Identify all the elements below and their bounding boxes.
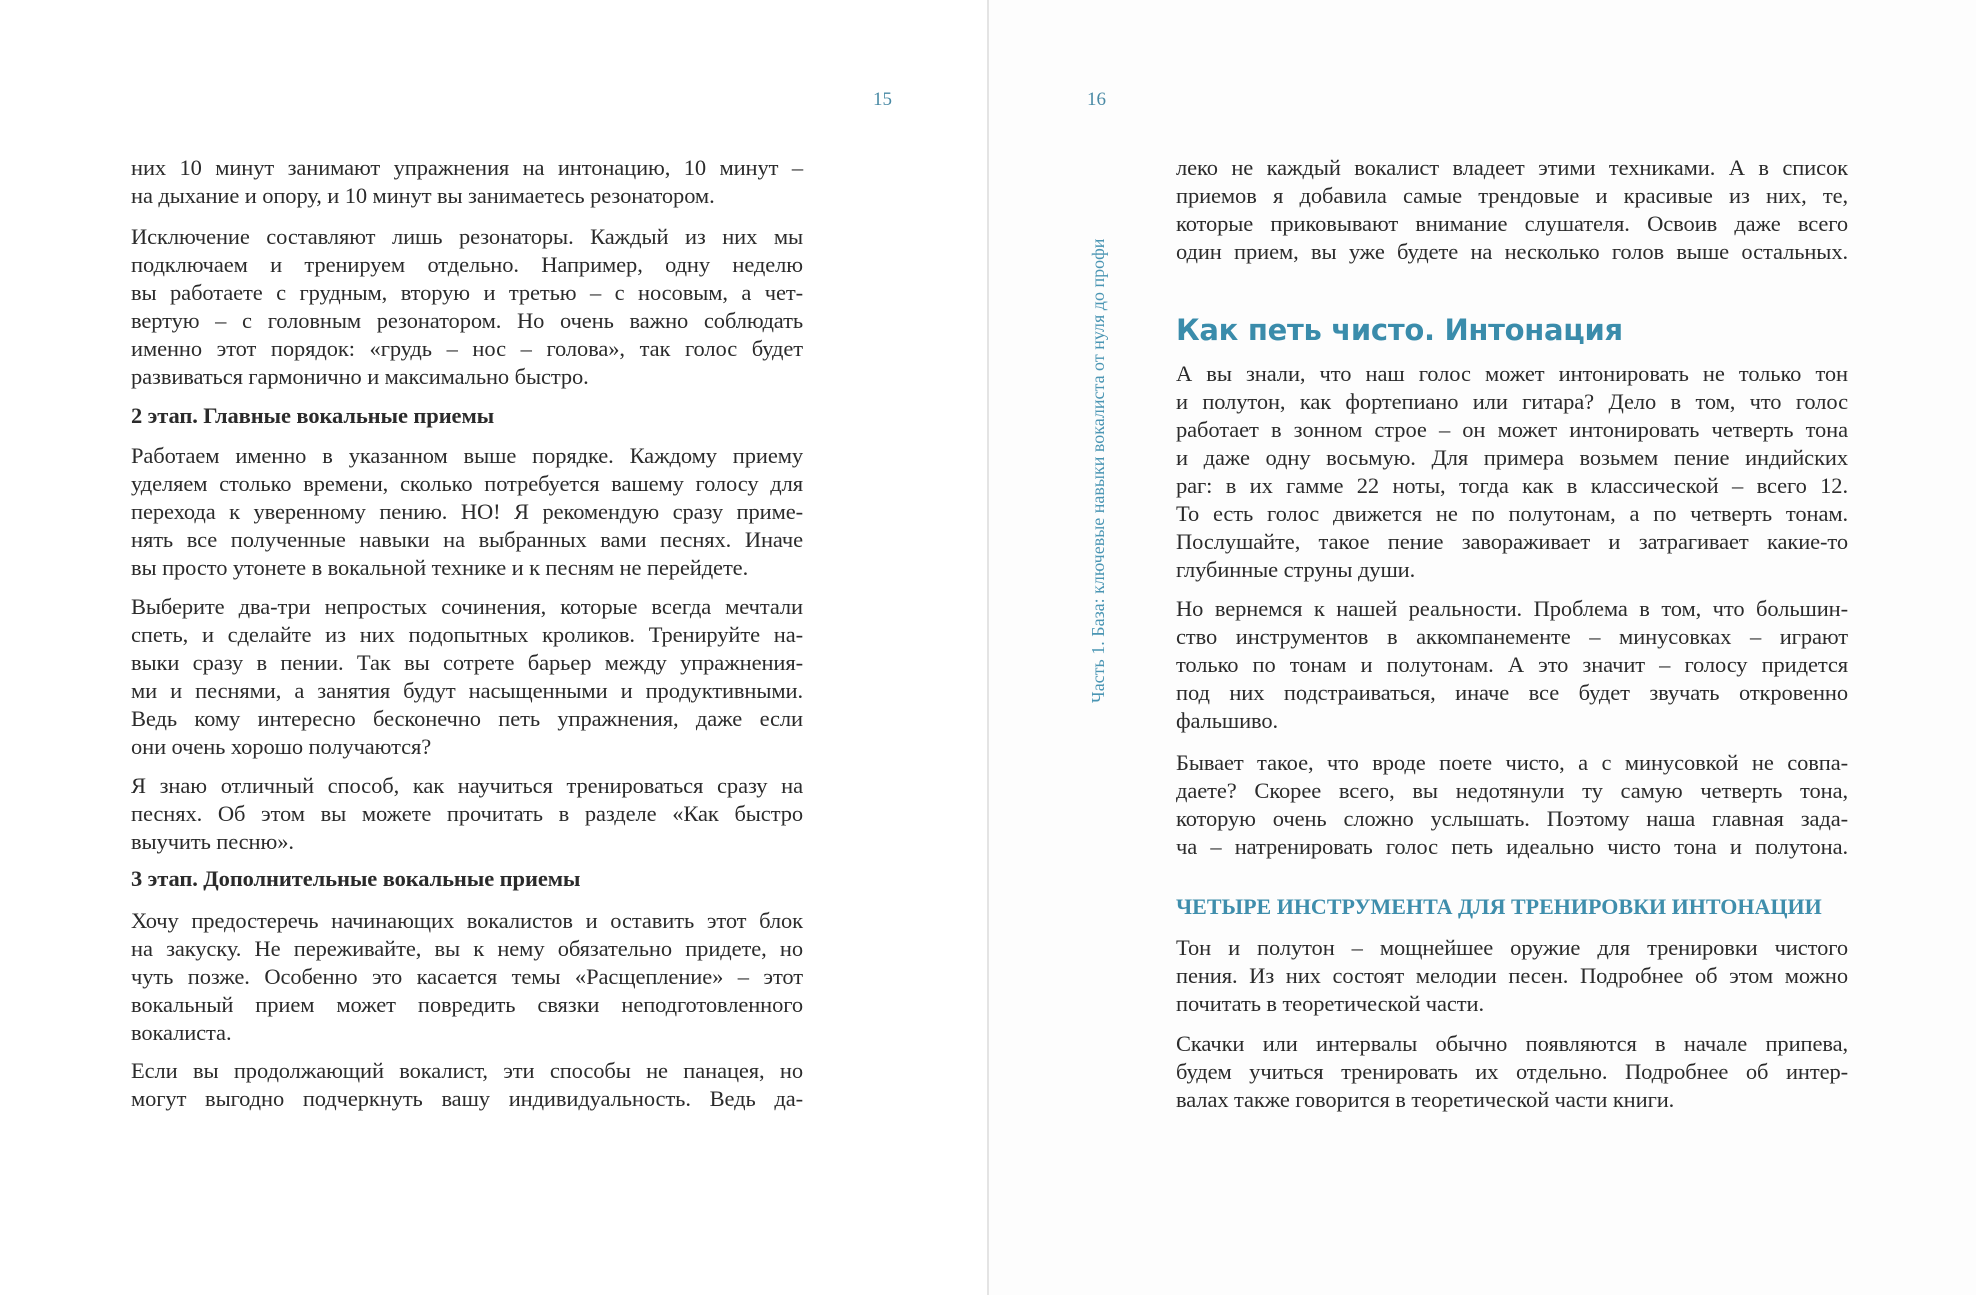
text-line: которую очень сложно услышать. Поэтому наша главная зада- [1176,806,1848,831]
section-heading-intonation: Как петь чисто. Интонация [1176,313,1623,347]
text-line: вокалиста. [131,1020,232,1045]
subheading-four-tools: ЧЕТЫРЕ ИНСТРУМЕНТА ДЛЯ ТРЕНИРОВКИ ИНТОНАЦИИ [1176,894,1822,919]
left-paragraph-1 [131,154,803,210]
right-paragraph-4 [1176,749,1848,861]
text-line: могут выгодно подчеркнуть вашу индивидуальность. Ведь да- [131,1086,803,1111]
text-line: почитать в теоретической части. [1176,991,1484,1016]
left-paragraph-6 [131,907,803,1047]
text-line: глубинные струны души. [1176,557,1416,582]
right-paragraph-6 [1176,1030,1848,1114]
text-line: раг: в их гамме 22 ноты, тогда как в классической – всего 12. [1176,473,1848,498]
text-line: вокальный прием может повредить связки неподготовленного [131,992,803,1017]
running-head-vertical: Часть 1. База: ключевые навыки вокалиста от нуля до профи [1088,238,1108,703]
text-line: работает в зонном строе – он может интонировать четверть тона [1176,417,1848,442]
text-line: развиваться гармонично и максимально быстро. [131,364,589,389]
text-line: ча – натренировать голос петь идеально чисто тона и полутона. [1176,834,1848,859]
text-line: леко не каждый вокалист владеет этими техниками. А в список [1176,155,1848,180]
text-line: пения. Из них состоят мелодии песен. Подробнее об этом можно [1176,963,1848,988]
text-line: нять все полученные навыки на выбранных вами песнях. Иначе [131,527,803,552]
text-line: чуть позже. Особенно это касается темы «Расщепление» – этот [131,964,803,989]
page-number-left: 15 [873,89,892,110]
text-line: них 10 минут занимают упражнения на интонацию, 10 минут – [131,155,803,180]
right-paragraph-3 [1176,595,1848,735]
text-line: Скачки или интервалы обычно появляются в начале припева, [1176,1031,1848,1056]
text-line: под них подстраиваться, иначе все будет звучать откровенно [1176,680,1848,705]
left-paragraph-3 [131,442,803,582]
text-line: перехода к уверенному пению. НО! Я рекомендую сразу приме- [131,499,803,524]
left-subheading-stage-3: 3 этап. Дополнительные вокальные приемы [131,866,581,891]
text-line: и полутон, как фортепиано или гитара? Дело в том, что голос [1176,389,1848,414]
text-line: спеть, и сделайте из них подопытных кроликов. Тренируйте на- [131,622,803,647]
text-line: А вы знали, что наш голос может интонировать не только тон [1176,361,1848,386]
text-line: один прием, вы уже будете на несколько голов выше остальных. [1176,239,1848,264]
text-line: уделяем столько времени, сколько потребуется вашему голосу для [131,471,803,496]
text-line: только по тонам и полутонам. А это значит – голосу придется [1176,652,1848,677]
text-line: Работаем именно в указанном выше порядке. Каждому приему [131,443,803,468]
text-line: выки сразу в пении. Так вы сотрете барьер между упражнения- [131,650,803,675]
text-line: выучить песню». [131,829,294,854]
text-line: и даже одну восьмую. Для примера возьмем пение индийских [1176,445,1848,470]
book-spine-divider [987,0,989,1295]
text-line: Послушайте, такое пение завораживает и затрагивает какие-то [1176,529,1848,554]
text-line: на закуску. Не переживайте, вы к нему обязательно придете, но [131,936,803,961]
text-line: приемов я добавила самые трендовые и красивые из них, те, [1176,183,1848,208]
right-paragraph-2 [1176,360,1848,584]
text-line: подключаем и тренируем отдельно. Например, одну неделю [131,252,803,277]
text-line: будем учиться тренировать их отдельно. Подробнее об интер- [1176,1059,1848,1084]
text-line: Выберите два-три непростых сочинения, которые всегда мечтали [131,594,803,619]
text-line: Хочу предостеречь начинающих вокалистов и оставить этот блок [131,908,803,933]
left-paragraph-2 [131,223,803,391]
text-line: ми и песнями, а занятия будут насыщенными и продуктивными. [131,678,803,703]
text-line: которые приковывают внимание слушателя. Освоив даже всего [1176,211,1848,236]
left-paragraph-4 [131,593,803,761]
left-subheading-stage-2: 2 этап. Главные вокальные приемы [131,403,495,428]
text-line: песнях. Об этом вы можете прочитать в разделе «Как быстро [131,801,803,826]
text-line: валах также говорится в теоретической части книги. [1176,1087,1675,1112]
text-line: Бывает такое, что вроде поете чисто, а с минусовкой не совпа- [1176,750,1848,775]
text-line: вертую – с головным резонатором. Но очень важно соблюдать [131,308,803,333]
text-line: Исключение составляют лишь резонаторы. Каждый из них мы [131,224,803,249]
text-line: ство инструментов в аккомпанементе – минусовках – играют [1176,624,1848,649]
text-line: Но вернемся к нашей реальности. Проблема в том, что большин- [1176,596,1848,621]
text-line: на дыхание и опору, и 10 минут вы занимаетесь резонатором. [131,183,715,208]
text-line: Если вы продолжающий вокалист, эти способы не панацея, но [131,1058,803,1083]
text-line: Я знаю отличный способ, как научиться тренироваться сразу на [131,773,803,798]
text-line: фальшиво. [1176,708,1279,733]
right-paragraph-5 [1176,934,1848,1018]
text-line: Ведь кому интересно бесконечно петь упражнения, даже если [131,706,803,731]
left-paragraph-7 [131,1057,803,1113]
text-line: вы работаете с грудным, вторую и третью – с носовым, а чет- [131,280,803,305]
text-line: даете? Скорее всего, вы недотянули ту самую четверть тона, [1176,778,1848,803]
page-number-right: 16 [1087,89,1106,110]
text-line: То есть голос движется не по полутонам, а по четверть тонам. [1176,501,1848,526]
right-paragraph-1 [1176,154,1848,266]
left-paragraph-5 [131,772,803,856]
text-line: именно этот порядок: «грудь – нос – голова», так голос будет [131,336,803,361]
text-line: вы просто утонете в вокальной технике и к песням не перейдете. [131,555,749,580]
text-line: Тон и полутон – мощнейшее оружие для тренировки чистого [1176,935,1848,960]
text-line: они очень хорошо получаются? [131,734,432,759]
